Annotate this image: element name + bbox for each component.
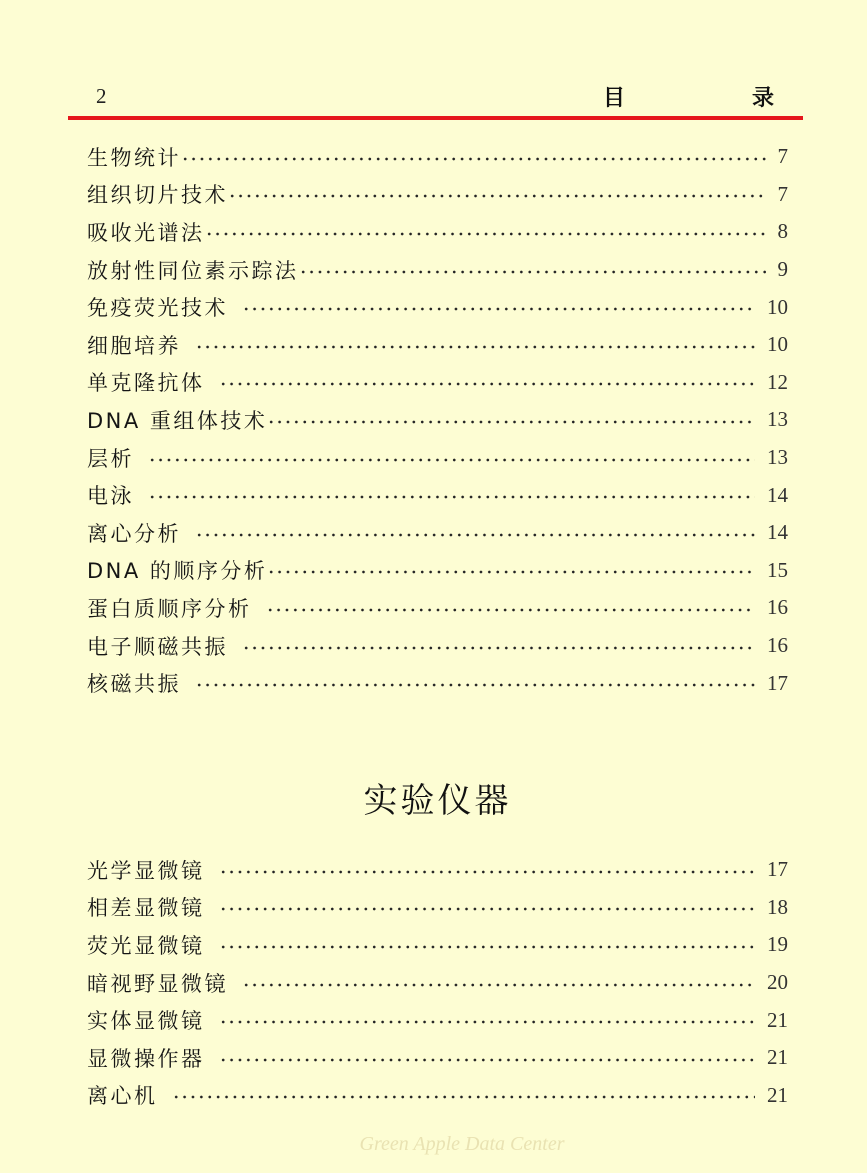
entry-page-number: 21	[767, 1007, 788, 1032]
dot-leader	[195, 344, 755, 350]
entry-title: DNA 的顺序分析	[87, 559, 268, 584]
header-title-char: 录	[752, 86, 775, 111]
entry-title: 光学显微镜	[87, 858, 205, 883]
toc-entry	[87, 851, 788, 889]
entry-title: 离心分析	[87, 521, 181, 546]
dot-leader	[267, 569, 755, 575]
dot-leader	[219, 869, 756, 875]
toc-entry	[87, 213, 788, 251]
toc-entry	[87, 1001, 788, 1039]
toc-entry	[87, 889, 788, 927]
entry-page-number: 9	[777, 257, 788, 282]
dot-leader	[181, 156, 766, 162]
entry-page-number: 17	[767, 857, 788, 882]
toc-entry	[87, 476, 788, 514]
dot-leader	[148, 457, 755, 463]
entry-title: 实体显微镜	[87, 1009, 205, 1034]
entry-page-number: 19	[767, 932, 788, 957]
dot-leader	[266, 607, 756, 613]
dot-leader	[228, 193, 766, 199]
toc-entry	[87, 514, 788, 552]
dot-leader	[219, 1057, 756, 1063]
toc-entry	[87, 288, 788, 326]
entry-page-number: 14	[767, 520, 788, 545]
toc-entry	[87, 926, 788, 964]
entry-title: 组织切片技术	[87, 183, 228, 208]
entry-page-number: 20	[767, 970, 788, 995]
entry-page-number: 7	[777, 181, 788, 206]
dot-leader	[219, 1019, 756, 1025]
entry-title: 蛋白质顺序分析	[87, 596, 252, 621]
entry-title: 细胞培养	[87, 333, 181, 358]
entry-title: 荧光显微镜	[87, 933, 205, 958]
dot-leader	[148, 494, 755, 500]
entry-page-number: 16	[767, 633, 788, 658]
toc-entry	[87, 552, 788, 590]
dot-leader	[205, 231, 766, 237]
toc-entry	[87, 176, 788, 214]
dot-leader	[219, 906, 756, 912]
entry-title: 放射性同位素示踪法	[87, 258, 299, 283]
entry-title: 核磁共振	[87, 672, 181, 697]
dot-leader	[242, 306, 755, 312]
watermark: Green Apple Data Center	[359, 1133, 565, 1155]
entry-page-number: 7	[777, 144, 788, 169]
dot-leader	[242, 645, 755, 651]
entry-title: 生物统计	[87, 145, 181, 170]
dot-leader	[219, 944, 756, 950]
entry-title: 显微操作器	[87, 1046, 205, 1071]
entry-page-number: 10	[767, 294, 788, 319]
entry-title: 层析	[87, 446, 134, 471]
entry-page-number: 12	[767, 369, 788, 394]
dot-leader	[219, 381, 756, 387]
toc-entry	[87, 1039, 788, 1077]
entry-title: DNA 重组体技术	[87, 408, 268, 433]
toc-entry	[87, 589, 788, 627]
entry-title: 电泳	[87, 484, 134, 509]
entry-page-number: 14	[767, 482, 788, 507]
toc-entry	[87, 326, 788, 364]
entry-page-number: 8	[777, 219, 788, 244]
entry-page-number: 10	[767, 332, 788, 357]
entry-title: 相差显微镜	[87, 896, 205, 921]
header-title-char: 目	[603, 86, 626, 111]
dot-leader	[195, 682, 755, 688]
entry-page-number: 13	[767, 445, 788, 470]
toc-section	[87, 851, 788, 1114]
section-heading: 实验仪器	[363, 781, 512, 821]
entry-page-number: 13	[767, 407, 788, 432]
entry-title: 免疫荧光技术	[87, 296, 228, 321]
header-rule	[68, 116, 803, 120]
dot-leader	[172, 1094, 756, 1100]
entry-page-number: 18	[767, 894, 788, 919]
entry-page-number: 21	[767, 1082, 788, 1107]
toc-entry	[87, 401, 788, 439]
toc-entry	[87, 627, 788, 665]
toc-entry	[87, 1077, 788, 1115]
toc-entry	[87, 664, 788, 702]
entry-page-number: 17	[767, 670, 788, 695]
entry-page-number: 21	[767, 1045, 788, 1070]
toc-entry	[87, 364, 788, 402]
dot-leader	[267, 419, 755, 425]
toc-entry	[87, 251, 788, 289]
dot-leader	[242, 982, 755, 988]
entry-title: 吸收光谱法	[87, 220, 205, 245]
header-page-number: 2	[96, 84, 107, 108]
entry-title: 暗视野显微镜	[87, 971, 228, 996]
entry-title: 电子顺磁共振	[87, 634, 228, 659]
entry-page-number: 16	[767, 595, 788, 620]
toc-entry	[87, 439, 788, 477]
toc-section	[87, 138, 788, 702]
entry-title: 单克隆抗体	[87, 371, 205, 396]
entry-page-number: 15	[767, 557, 788, 582]
entry-title: 离心机	[87, 1084, 158, 1109]
toc-entry	[87, 138, 788, 176]
toc-entry	[87, 964, 788, 1002]
dot-leader	[299, 269, 766, 275]
dot-leader	[195, 532, 755, 538]
